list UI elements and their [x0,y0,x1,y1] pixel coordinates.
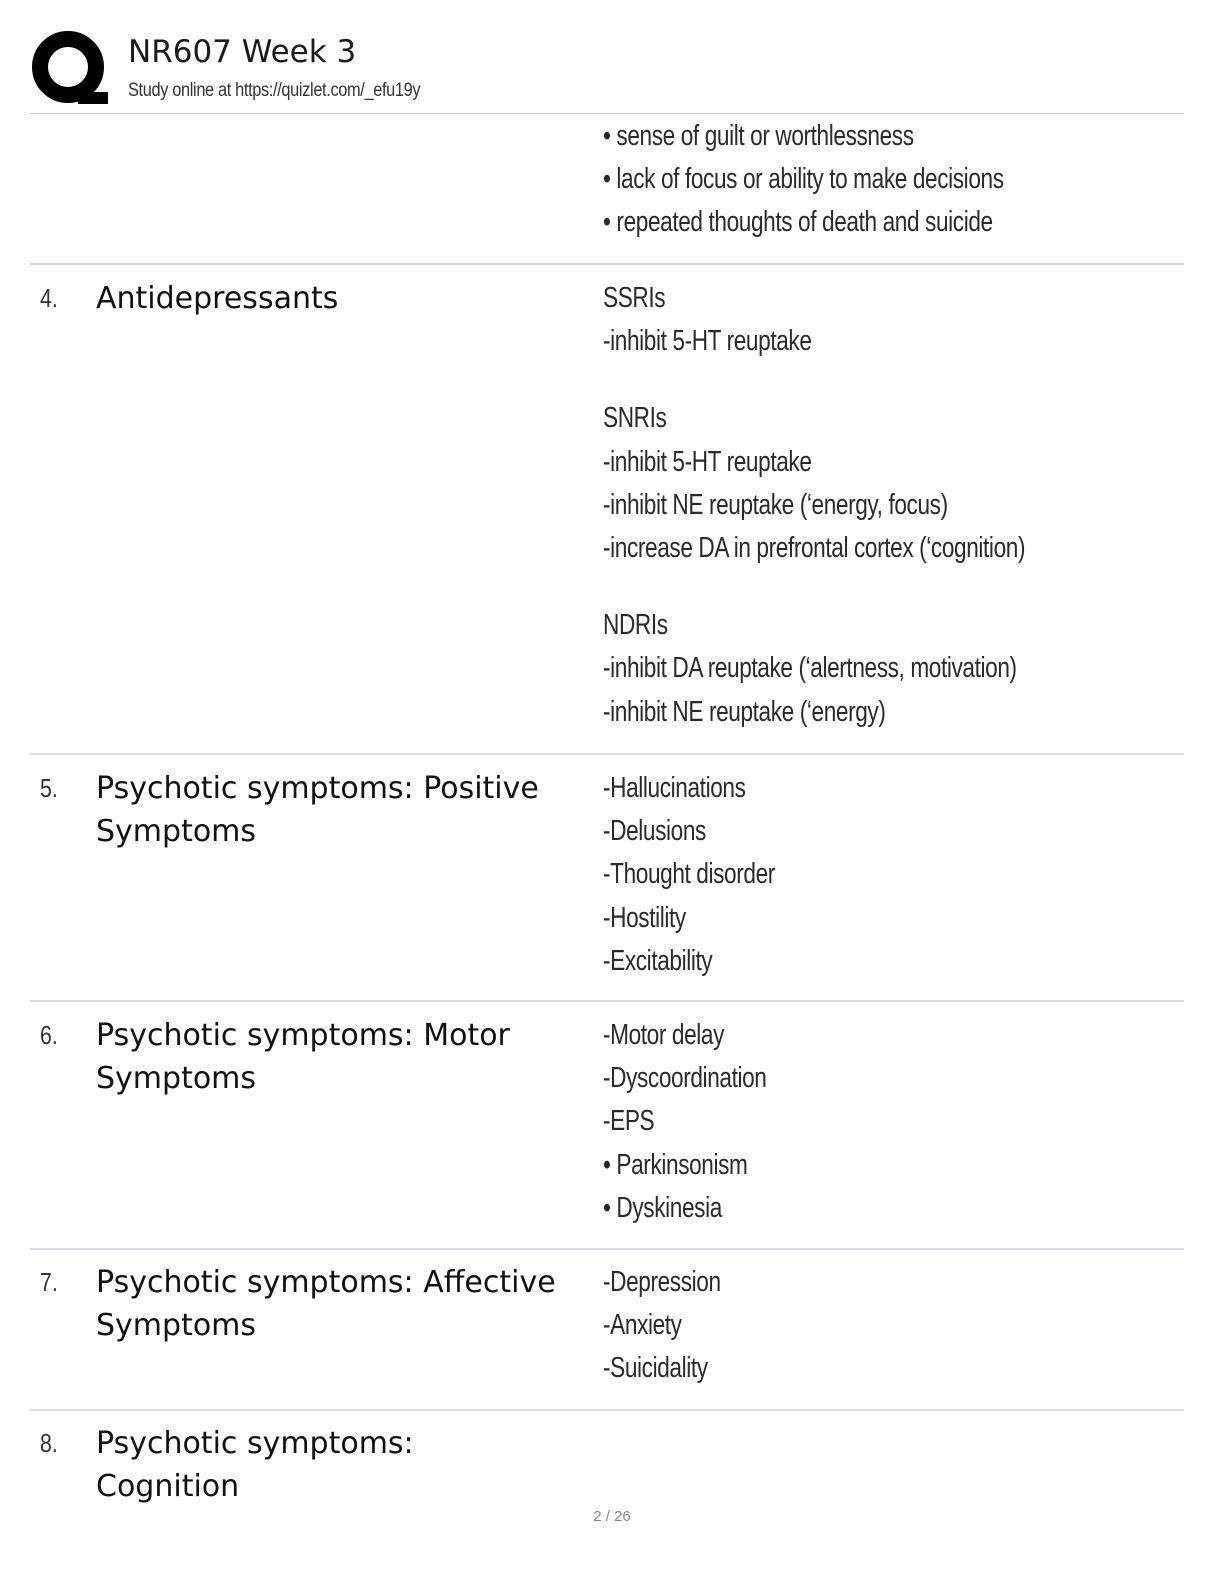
card-number: 7. [40,1267,58,1297]
definition-line: -inhibit NE reuptake (‘energy, focus) [603,488,948,521]
definition-line: SNRIs [603,402,667,435]
definition [603,115,1183,245]
study-online-link[interactable]: Study online at https://quizlet.com/_efu19y [128,80,421,101]
definition-line: -Dyscoordination [603,1062,767,1095]
definition-line: -EPS [603,1105,655,1138]
definition-spacer [603,570,1183,604]
definition-line: -inhibit 5-HT reuptake [603,445,812,478]
definition-line: -Excitability [603,944,713,977]
card-divider [30,753,1184,755]
card-term: Psychotic symptoms: Affective Symptoms [96,1265,556,1343]
definition-line: NDRIs [603,609,668,642]
card-divider [30,263,1184,265]
definition-line: • Parkinsonism [603,1148,748,1181]
card-term: Psychotic symptoms: Cognition [96,1426,414,1504]
card-number: 5. [40,773,58,803]
card-divider [30,1000,1184,1002]
definition-line: SSRIs [603,282,666,314]
card-divider [30,1248,1184,1250]
definition-line: -Anxiety [603,1309,682,1342]
definition [603,277,1183,734]
definition-line: • repeated thoughts of death and suicide [603,206,993,239]
card-term: Psychotic symptoms: Motor Symptoms [96,1018,510,1096]
card-number: 4. [40,283,58,313]
definition-line: -Thought disorder [603,858,775,891]
definition-line: -Motor delay [603,1019,725,1051]
definition-line: • lack of focus or ability to make decisions [603,163,1004,196]
card-divider [30,1409,1184,1411]
definition-line: -Suicidality [603,1352,708,1385]
definition-line: -Delusions [603,815,706,848]
definition-line: • Dyskinesia [603,1191,722,1224]
card-term: Antidepressants [96,281,339,316]
definition-line: -Hallucinations [603,772,746,804]
card-number: 8. [40,1428,58,1458]
deck-title: NR607 Week 3 [128,34,357,70]
definition-line: -inhibit NE reuptake (‘energy) [603,695,886,728]
definition [603,1014,1183,1230]
quizlet-logo-icon [32,30,108,106]
definition-line: -Depression [603,1266,721,1298]
definition-line: -inhibit DA reuptake (‘alertness, motivation) [603,652,1017,685]
definition-line: • sense of guilt or worthlessness [603,120,914,152]
definition-line: -inhibit 5-HT reuptake [603,325,812,358]
definition [603,767,1183,983]
page-number: 2 / 26 [593,1508,631,1525]
definition [603,1261,1183,1391]
card-term: Psychotic symptoms: Positive Symptoms [96,771,539,849]
definition-line: -increase DA in prefrontal cortex (‘cognition) [603,531,1026,564]
page-header [30,28,1184,114]
definition-line: -Hostility [603,901,686,934]
header-divider [30,113,1184,114]
definition-spacer [603,363,1183,397]
card-number: 6. [40,1020,58,1050]
